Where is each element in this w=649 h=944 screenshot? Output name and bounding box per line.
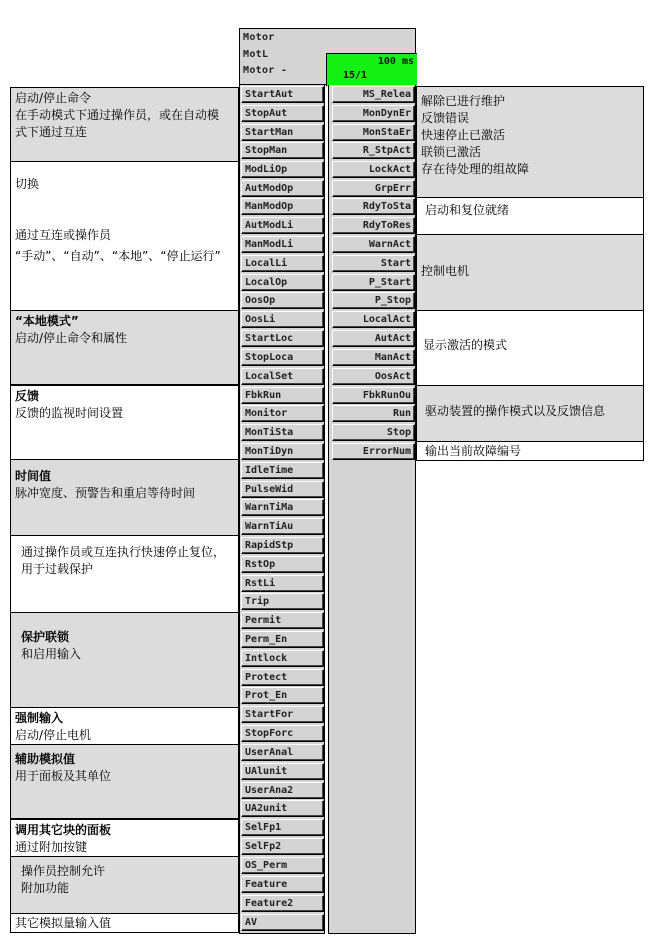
output-pin[interactable]: Stop bbox=[332, 424, 415, 441]
note-time-values bbox=[10, 459, 239, 536]
input-pin[interactable]: ManModOp bbox=[241, 198, 324, 215]
run-sequence-value: 15/1 bbox=[343, 70, 368, 81]
output-pin[interactable]: Start bbox=[332, 255, 415, 272]
input-pin[interactable]: StopMan bbox=[241, 142, 324, 159]
output-pin[interactable]: AutAct bbox=[332, 330, 415, 347]
input-pin[interactable]: LocalLi bbox=[241, 255, 324, 272]
note-line: 联锁已激活 bbox=[421, 145, 482, 159]
input-pin[interactable]: FbkRun bbox=[241, 387, 324, 404]
input-pin[interactable]: Prot_En bbox=[241, 687, 324, 704]
note-line: 启动/停止命令 bbox=[15, 91, 92, 105]
output-pin[interactable]: P_Stop bbox=[332, 292, 415, 309]
input-pin[interactable]: WarnTiMa bbox=[241, 499, 324, 516]
block-name-label: MotL bbox=[243, 49, 269, 60]
note-line: 启动/停止电机 bbox=[15, 728, 92, 742]
input-pin[interactable]: Feature2 bbox=[241, 895, 324, 912]
input-pin[interactable]: Protect bbox=[241, 669, 324, 686]
note-ready-to-start-reset bbox=[416, 197, 644, 235]
note-line: 解除已进行维护 bbox=[421, 94, 506, 108]
note-line: 控制电机 bbox=[421, 264, 470, 278]
note-spacer bbox=[15, 193, 234, 210]
note-title: 强制输入 bbox=[15, 711, 64, 725]
input-pin[interactable]: Feature bbox=[241, 876, 324, 893]
note-mode-switching bbox=[10, 161, 239, 311]
note-title: 调用其它块的面板 bbox=[15, 823, 112, 837]
note-aux-analog-values bbox=[10, 744, 239, 819]
note-line: 切换 bbox=[15, 177, 40, 191]
note-line: 附加功能 bbox=[21, 881, 70, 895]
input-pin[interactable]: UAlunit bbox=[241, 763, 324, 780]
note-line: 驱动装置的操作模式以及反馈信息 bbox=[425, 404, 606, 418]
input-pin[interactable]: SelFp2 bbox=[241, 838, 324, 855]
input-pin[interactable]: RapidStp bbox=[241, 537, 324, 554]
output-pin[interactable]: RdyToSta bbox=[332, 198, 415, 215]
output-pin[interactable]: MonDynEr bbox=[332, 105, 415, 122]
note-line: 和启用输入 bbox=[21, 647, 82, 661]
input-pin[interactable]: StartLoc bbox=[241, 330, 324, 347]
input-pin[interactable]: MonTiSta bbox=[241, 424, 324, 441]
note-line: 通过附加按键 bbox=[15, 840, 88, 854]
note-line: 操作员控制允许 bbox=[21, 864, 106, 878]
input-pin[interactable]: AV bbox=[241, 914, 324, 931]
note-line: 存在待处理的组故障 bbox=[421, 162, 530, 176]
note-line: 脉冲宽度、预警告和重启等待时间 bbox=[15, 486, 196, 500]
block-header bbox=[239, 28, 416, 85]
input-pin[interactable]: StopAut bbox=[241, 105, 324, 122]
input-pin[interactable]: OosOp bbox=[241, 292, 324, 309]
note-line: “手动”、“自动”、“本地”、“停止运行” bbox=[15, 249, 221, 263]
note-forced-inputs bbox=[10, 707, 239, 745]
input-pin[interactable]: UA2unit bbox=[241, 800, 324, 817]
input-pin[interactable]: Permit bbox=[241, 612, 324, 629]
output-pin[interactable]: ManAct bbox=[332, 349, 415, 366]
input-pin[interactable]: UserAnal bbox=[241, 744, 324, 761]
note-title: 反馈 bbox=[15, 389, 40, 403]
output-pin[interactable]: RdyToRes bbox=[332, 217, 415, 234]
input-pin[interactable]: RstOp bbox=[241, 556, 324, 573]
input-pin[interactable]: Perm_En bbox=[241, 631, 324, 648]
block-comment-label: Motor - bbox=[243, 65, 288, 76]
note-start-stop-commands bbox=[10, 87, 239, 162]
output-pin[interactable]: MonStaEr bbox=[332, 124, 415, 141]
note-rapid-stop-reset bbox=[10, 535, 239, 613]
note-feedback bbox=[10, 385, 239, 460]
note-line: 反馈错误 bbox=[421, 111, 470, 125]
note-title: 辅助模拟值 bbox=[15, 752, 76, 766]
cycle-time-box bbox=[326, 53, 417, 86]
input-pin[interactable]: LocalSet bbox=[241, 368, 324, 385]
note-error-number bbox=[416, 441, 644, 461]
input-pin[interactable]: LocalOp bbox=[241, 274, 324, 291]
note-line: 反馈的监视时间设置 bbox=[15, 406, 124, 420]
note-status-outputs bbox=[416, 86, 644, 198]
input-pin-column bbox=[239, 85, 325, 934]
input-pin[interactable]: StartMan bbox=[241, 124, 324, 141]
input-pin[interactable]: ModLiOp bbox=[241, 161, 324, 178]
input-pin[interactable]: Trip bbox=[241, 593, 324, 610]
input-pin[interactable]: PulseWid bbox=[241, 481, 324, 498]
input-pin[interactable]: RstLi bbox=[241, 575, 324, 592]
note-active-mode bbox=[416, 310, 644, 386]
note-operator-permissions bbox=[10, 856, 239, 914]
input-pin[interactable]: IdleTime bbox=[241, 462, 324, 479]
note-line: 其它模拟量输入值 bbox=[15, 916, 112, 930]
output-pin[interactable]: ErrorNum bbox=[332, 443, 415, 460]
note-line: 快速停止已激活 bbox=[421, 128, 506, 142]
note-line: 显示激活的模式 bbox=[423, 338, 508, 352]
note-line: 用于面板及其单位 bbox=[15, 769, 112, 783]
note-title: 保护联锁 bbox=[21, 630, 70, 644]
input-pin[interactable]: ManModLi bbox=[241, 236, 324, 253]
note-title: “本地模式” bbox=[15, 314, 79, 328]
output-pin[interactable]: LocalAct bbox=[332, 311, 415, 328]
note-line: 输出当前故障编号 bbox=[425, 444, 522, 458]
output-pin[interactable]: GrpErr bbox=[332, 180, 415, 197]
input-pin[interactable]: WarnTiAu bbox=[241, 518, 324, 535]
input-pin[interactable]: OS_Perm bbox=[241, 857, 324, 874]
input-pin[interactable]: StopLoca bbox=[241, 349, 324, 366]
output-pin[interactable]: OosAct bbox=[332, 368, 415, 385]
input-pin[interactable]: StartAut bbox=[241, 86, 324, 103]
note-line: 启动/停止命令和属性 bbox=[15, 331, 128, 345]
input-pin[interactable]: StopForc bbox=[241, 725, 324, 742]
block-type-label: Motor bbox=[243, 32, 275, 43]
output-pin[interactable]: P_Start bbox=[332, 274, 415, 291]
note-motor-control bbox=[416, 234, 644, 311]
output-pin-column bbox=[328, 85, 416, 934]
note-line: 启动和复位就绪 bbox=[425, 203, 510, 217]
output-pin[interactable]: MS_Relea bbox=[332, 86, 415, 103]
note-drive-mode-feedback bbox=[416, 385, 644, 442]
note-line: 用于过载保护 bbox=[21, 562, 94, 576]
input-pin[interactable]: MonTiDyn bbox=[241, 443, 324, 460]
input-pin[interactable]: AutModLi bbox=[241, 217, 324, 234]
output-pin[interactable]: Run bbox=[332, 405, 415, 422]
input-pin[interactable]: OosLi bbox=[241, 311, 324, 328]
input-pin[interactable]: Monitor bbox=[241, 405, 324, 422]
input-pin[interactable]: Intlock bbox=[241, 650, 324, 667]
input-pin[interactable]: SelFp1 bbox=[241, 819, 324, 836]
note-call-other-faceplates bbox=[10, 819, 239, 857]
input-pin[interactable]: UserAna2 bbox=[241, 782, 324, 799]
note-analog-input-value bbox=[10, 913, 239, 933]
output-pin[interactable]: LockAct bbox=[332, 161, 415, 178]
cycle-time-value: 100 ms bbox=[377, 56, 414, 67]
output-pin[interactable]: WarnAct bbox=[332, 236, 415, 253]
note-spacer bbox=[15, 210, 234, 227]
input-pin[interactable]: AutModOp bbox=[241, 180, 324, 197]
input-pin[interactable]: StartFor bbox=[241, 706, 324, 723]
note-title: 时间值 bbox=[15, 469, 52, 483]
note-line: 式下通过互连 bbox=[15, 125, 88, 139]
note-line: 在手动模式下通过操作员，或在自动模 bbox=[15, 108, 220, 122]
note-line: 通过互连或操作员 bbox=[15, 228, 112, 242]
output-pin[interactable]: R_StpAct bbox=[332, 142, 415, 159]
note-local-mode bbox=[10, 310, 239, 385]
note-line: 通过操作员或互连执行快速停止复位， bbox=[21, 545, 226, 559]
output-pin[interactable]: FbkRunOu bbox=[332, 387, 415, 404]
note-protection-interlock bbox=[10, 612, 239, 708]
